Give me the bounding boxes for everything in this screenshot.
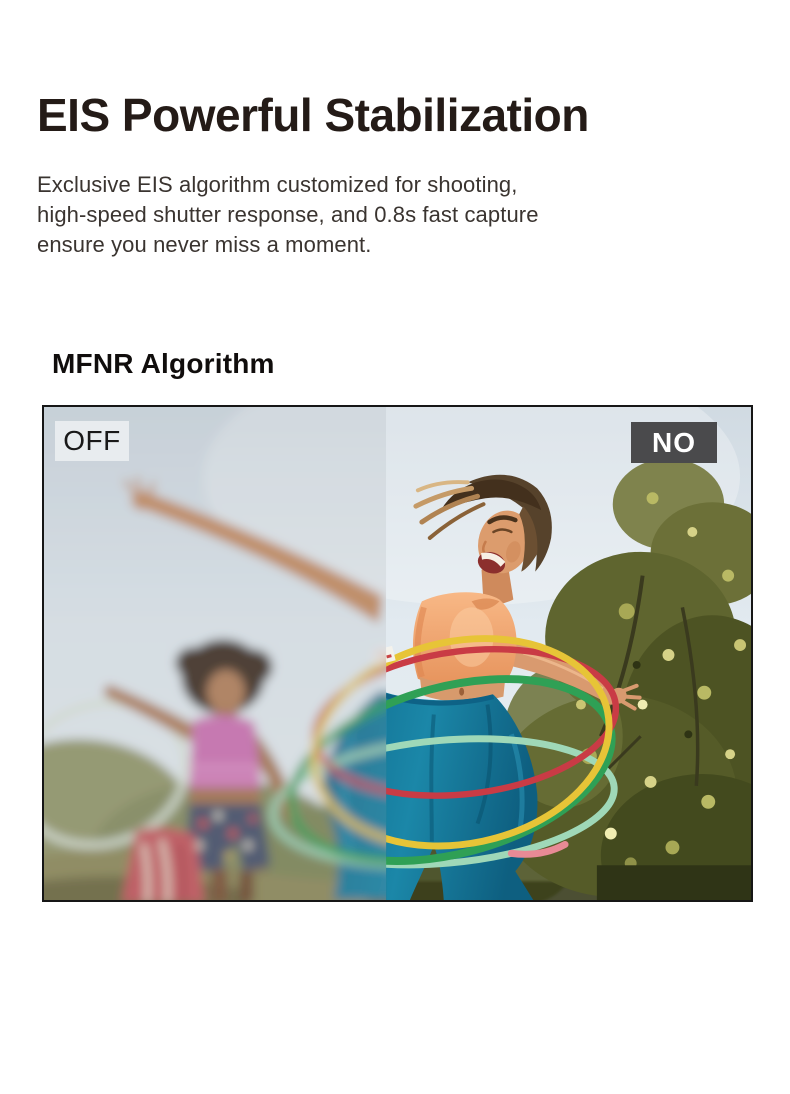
description-line-3: ensure you never miss a moment. [37, 232, 372, 257]
park-scene-illustration [44, 407, 751, 900]
page-title: EIS Powerful Stabilization [37, 89, 589, 141]
description-line-1: Exclusive EIS algorithm customized for shooting, [37, 172, 518, 197]
off-badge: OFF [55, 421, 129, 461]
description-line-2: high-speed shutter response, and 0.8s fast capture [37, 202, 539, 227]
page-description [37, 170, 539, 260]
section-heading: MFNR Algorithm [52, 348, 275, 379]
no-badge: NO [631, 422, 717, 463]
comparison-figure [42, 405, 753, 902]
